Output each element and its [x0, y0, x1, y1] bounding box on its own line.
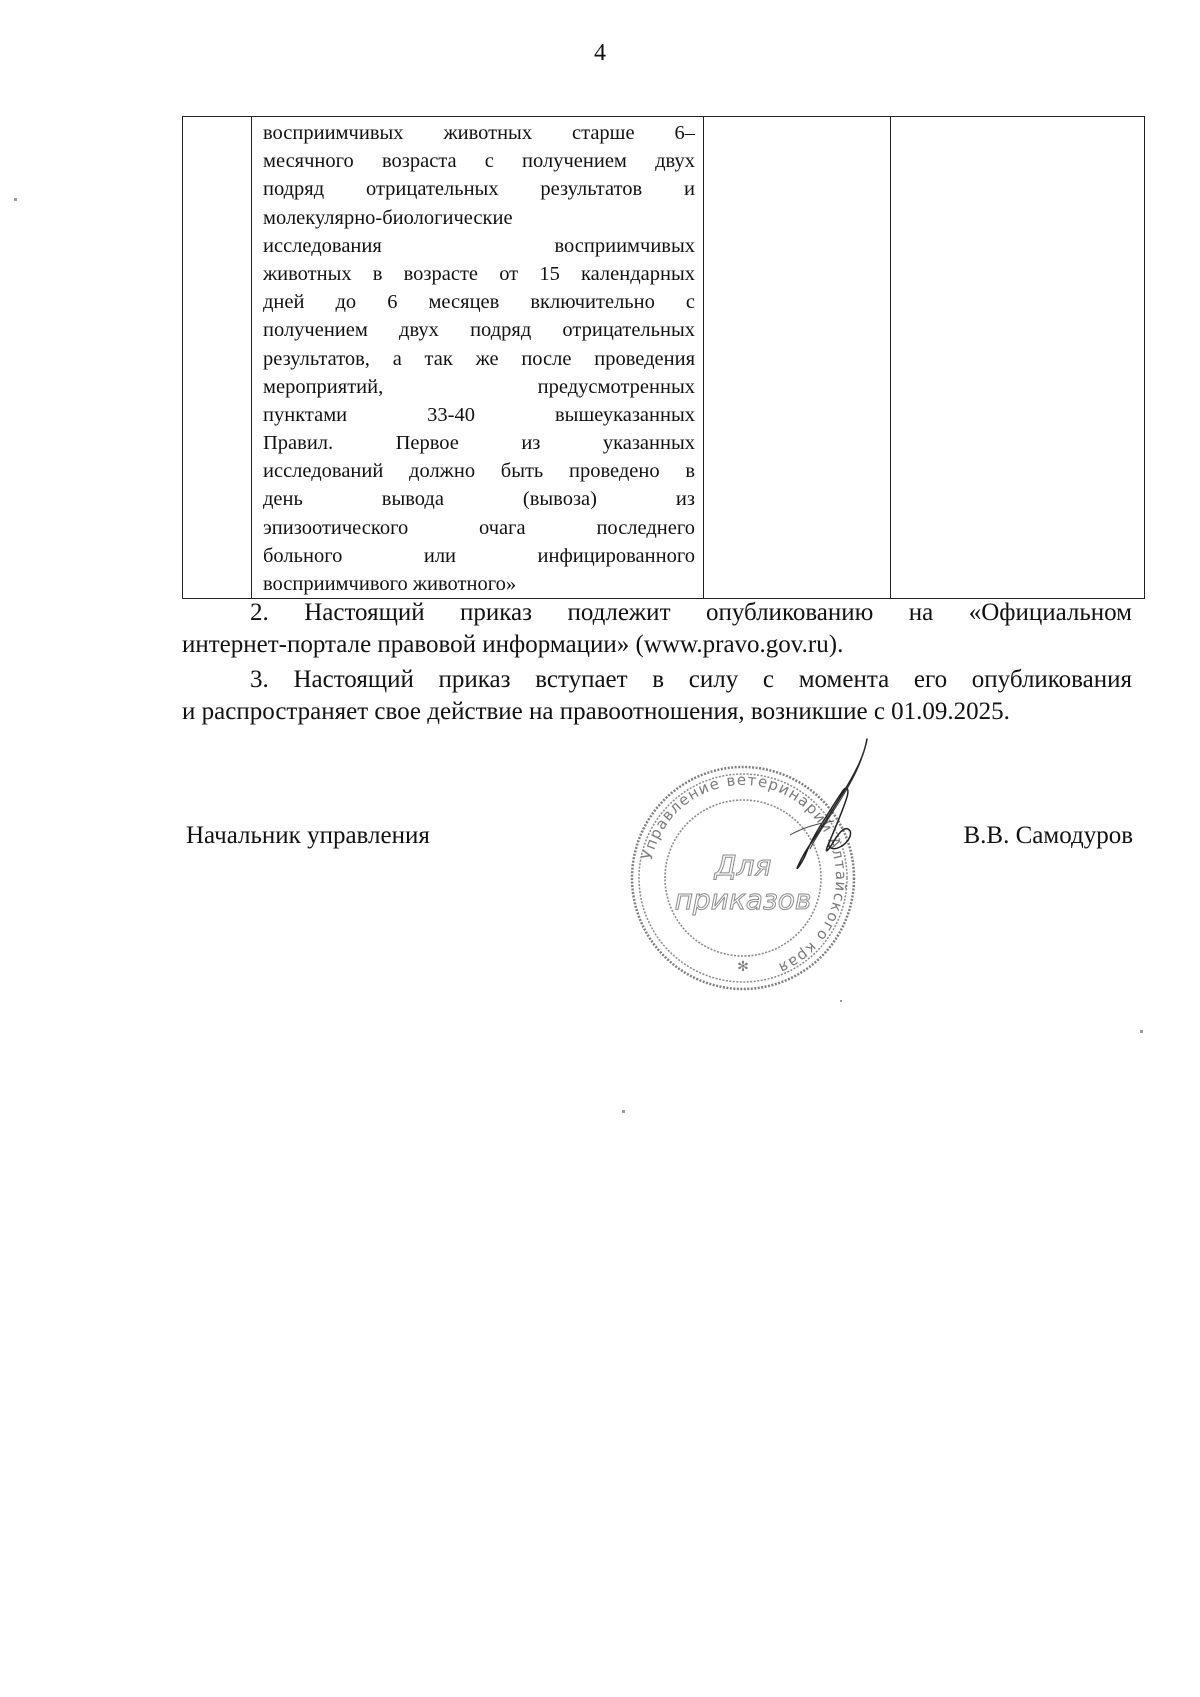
- signer-name: В.В. Самодуров: [963, 822, 1133, 849]
- description-cell: [252, 117, 704, 599]
- description-line: результатов, а так же после проведения: [263, 347, 695, 370]
- description-line: восприимчивых животных старше 6–: [263, 122, 695, 144]
- paragraph-line: и распространяет свое действие на правоотношения, возникшие с 01.09.2025.: [182, 698, 1010, 725]
- description-line: животных в возрасте от 15 календарных: [263, 262, 695, 285]
- page-number: 4: [594, 40, 606, 66]
- description-line: исследований должно быть проведено в: [263, 460, 695, 483]
- description-line: месячного возраста с получением двух: [263, 150, 695, 173]
- description-line: эпизоотического очага последнего: [263, 516, 695, 539]
- paragraph-publication: [182, 597, 1132, 661]
- scan-speck: [1140, 1030, 1143, 1033]
- row-number-cell: [183, 117, 252, 599]
- table-body: [183, 117, 1145, 599]
- description-line: исследования восприимчивых: [263, 234, 695, 257]
- paragraph-effective-date: [182, 664, 1132, 728]
- stamp-star-icon: ✻: [737, 960, 749, 975]
- table-row: [183, 117, 1145, 599]
- stamp-center-text-2: приказов: [674, 883, 812, 916]
- handwritten-signature: [770, 735, 880, 895]
- stamp-ring-text: Управление ветеринарии Алтайского края: [637, 770, 851, 978]
- column-4-cell: [891, 117, 1145, 599]
- signer-position-title: Начальник управления: [186, 822, 430, 849]
- scan-speck: [840, 1000, 842, 1002]
- scan-speck: [14, 198, 17, 201]
- description-line: получением двух подряд отрицательных: [263, 319, 695, 342]
- description-line: молекулярно-биологические: [263, 206, 513, 229]
- description-line: день вывода (вывоза) из: [263, 488, 695, 511]
- description-line: подряд отрицательных результатов и: [263, 178, 695, 201]
- description-line: восприимчивого животного»: [263, 573, 517, 595]
- paragraph-line: 3. Настоящий приказ вступает в силу с момента его опубликования: [250, 666, 1132, 693]
- continuation-table: [182, 116, 1133, 599]
- description-line: больного или инфицированного: [263, 544, 695, 567]
- description-line: мероприятий, предусмотренных: [263, 375, 695, 398]
- document-table: [182, 116, 1145, 599]
- scan-speck: [622, 1110, 625, 1113]
- stamp-center-text-1: Для: [714, 849, 772, 882]
- paragraph-line: интернет-портале правовой информации» (www.pravo.gov.ru).: [182, 631, 844, 658]
- description-line: дней до 6 месяцев включительно с: [263, 291, 695, 314]
- column-3-cell: [704, 117, 891, 599]
- description-line: пунктами 33-40 вышеуказанных: [263, 403, 695, 426]
- paragraph-line: 2. Настоящий приказ подлежит опубликованию на «Официальном: [250, 599, 1132, 626]
- description-line: Правил. Первое из указанных: [263, 432, 695, 455]
